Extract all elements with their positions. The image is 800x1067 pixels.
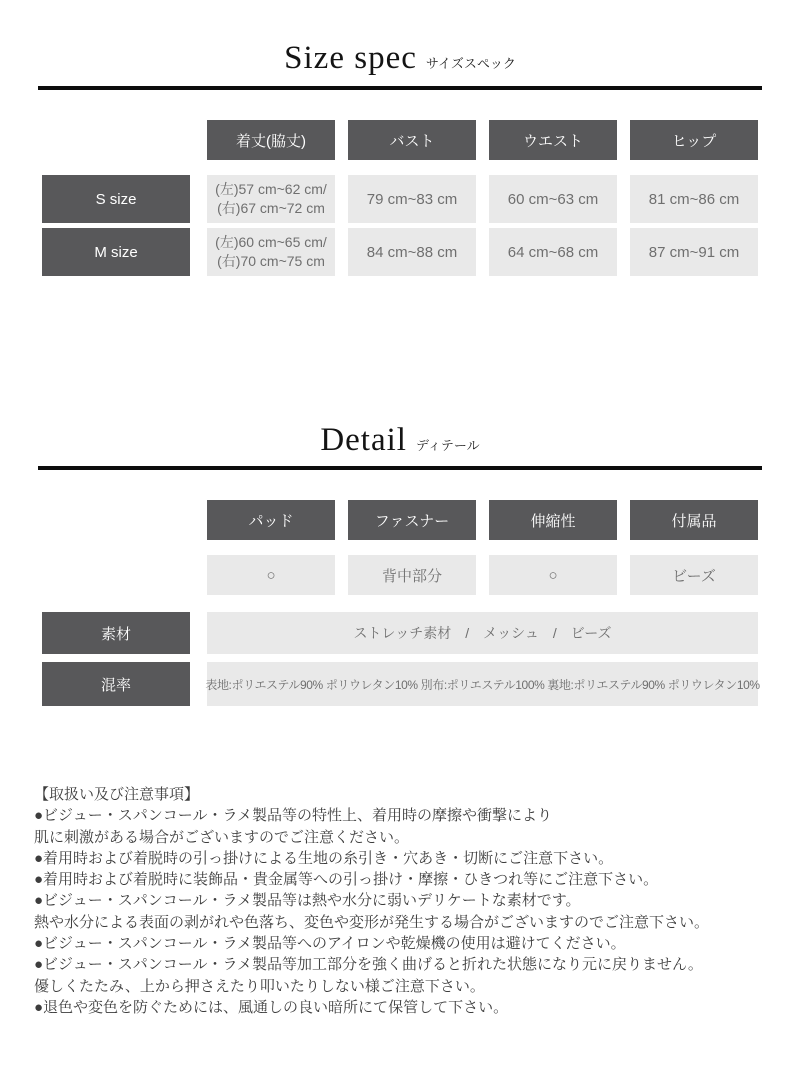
size-cell-hip-s: 81 cm~86 cm — [630, 175, 758, 223]
detail-table-values-row — [42, 555, 758, 595]
material-row — [42, 612, 758, 654]
spacer-cell — [42, 500, 194, 540]
length-left-value: (左)60 cm~65 cm/ — [215, 234, 327, 250]
size-col-hip-header: ヒップ — [630, 120, 758, 160]
size-table-header-row — [42, 120, 758, 160]
size-cell-length-m — [207, 228, 335, 276]
size-section-divider — [38, 86, 762, 90]
care-line: ●着用時および着脱時の引っ掛けによる生地の糸引き・穴あき・切断にご注意下さい。 — [34, 849, 614, 867]
detail-heading — [0, 422, 800, 459]
length-right-value: (右)67 cm~72 cm — [217, 200, 325, 216]
size-table-row-m — [42, 228, 758, 276]
size-spec-title-ja: サイズスペック — [425, 56, 516, 71]
size-spec-title-en: Size spec — [284, 40, 417, 76]
size-cell-waist-s: 60 cm~63 cm — [489, 175, 617, 223]
blend-value: 表地:ポリエステル90% ポリウレタン10% 別布:ポリエステル100% 裏地:ポリエステル90% ポリウレタン10% — [207, 662, 758, 706]
length-left-value: (左)57 cm~62 cm/ — [215, 181, 327, 197]
size-cell-waist-m: 64 cm~68 cm — [489, 228, 617, 276]
care-notes — [34, 784, 790, 1018]
care-line: 熱や水分による表面の剥がれや色落ち、変色や変形が発生する場合がございますのでご注意下さい。 — [34, 913, 710, 931]
spacer-cell — [42, 120, 194, 160]
detail-col-stretch-header: 伸縮性 — [489, 500, 617, 540]
detail-table-header-row — [42, 500, 758, 540]
care-line: 優しくたたみ、上から押さえたり叩いたりしない様ご注意下さい。 — [34, 977, 485, 995]
detail-cell-fastener: 背中部分 — [348, 555, 476, 595]
size-table-row-s — [42, 175, 758, 223]
care-line: ●ビジュー・スパンコール・ラメ製品等加工部分を強く曲げると折れた状態になり元に戻りません。 — [34, 956, 703, 974]
detail-title-ja: ディテール — [415, 438, 480, 453]
size-col-bust-header: バスト — [348, 120, 476, 160]
blend-label: 混率 — [42, 662, 190, 706]
care-line: ●退色や変色を防ぐためには、風通しの良い暗所にて保管して下さい。 — [34, 998, 509, 1016]
size-col-waist-header: ウエスト — [489, 120, 617, 160]
care-line: ●着用時および着脱時に装飾品・貴金属等への引っ掛け・摩擦・ひきつれ等にご注意下さい。 — [34, 871, 659, 889]
care-line: 肌に刺激がある場合がございますのでご注意ください。 — [34, 828, 410, 846]
material-value: ストレッチ素材 / メッシュ / ビーズ — [207, 612, 758, 654]
detail-section-divider — [38, 466, 762, 470]
length-right-value: (右)70 cm~75 cm — [217, 253, 325, 269]
size-row-label-s: S size — [42, 175, 190, 223]
size-cell-bust-s: 79 cm~83 cm — [348, 175, 476, 223]
material-label: 素材 — [42, 612, 190, 654]
spacer-cell — [42, 555, 194, 595]
detail-col-accessory-header: 付属品 — [630, 500, 758, 540]
detail-cell-stretch: ○ — [489, 555, 617, 595]
size-spec-heading — [0, 40, 800, 77]
size-row-label-m: M size — [42, 228, 190, 276]
size-col-length-header: 着丈(脇丈) — [207, 120, 335, 160]
care-heading: 【取扱い及び注意事項】 — [34, 786, 200, 803]
care-line: ●ビジュー・スパンコール・ラメ製品等の特性上、着用時の摩擦や衝撃により — [34, 807, 553, 825]
blend-row — [42, 662, 758, 706]
size-cell-length-s — [207, 175, 335, 223]
size-cell-bust-m: 84 cm~88 cm — [348, 228, 476, 276]
detail-cell-pad: ○ — [207, 555, 335, 595]
detail-title-en: Detail — [320, 422, 407, 458]
care-line: ●ビジュー・スパンコール・ラメ製品等は熱や水分に弱いデリケートな素材です。 — [34, 892, 581, 910]
care-line: ●ビジュー・スパンコール・ラメ製品等へのアイロンや乾燥機の使用は避けてください。 — [34, 935, 626, 953]
detail-col-fastener-header: ファスナー — [348, 500, 476, 540]
size-cell-hip-m: 87 cm~91 cm — [630, 228, 758, 276]
detail-col-pad-header: パッド — [207, 500, 335, 540]
detail-cell-accessory: ビーズ — [630, 555, 758, 595]
